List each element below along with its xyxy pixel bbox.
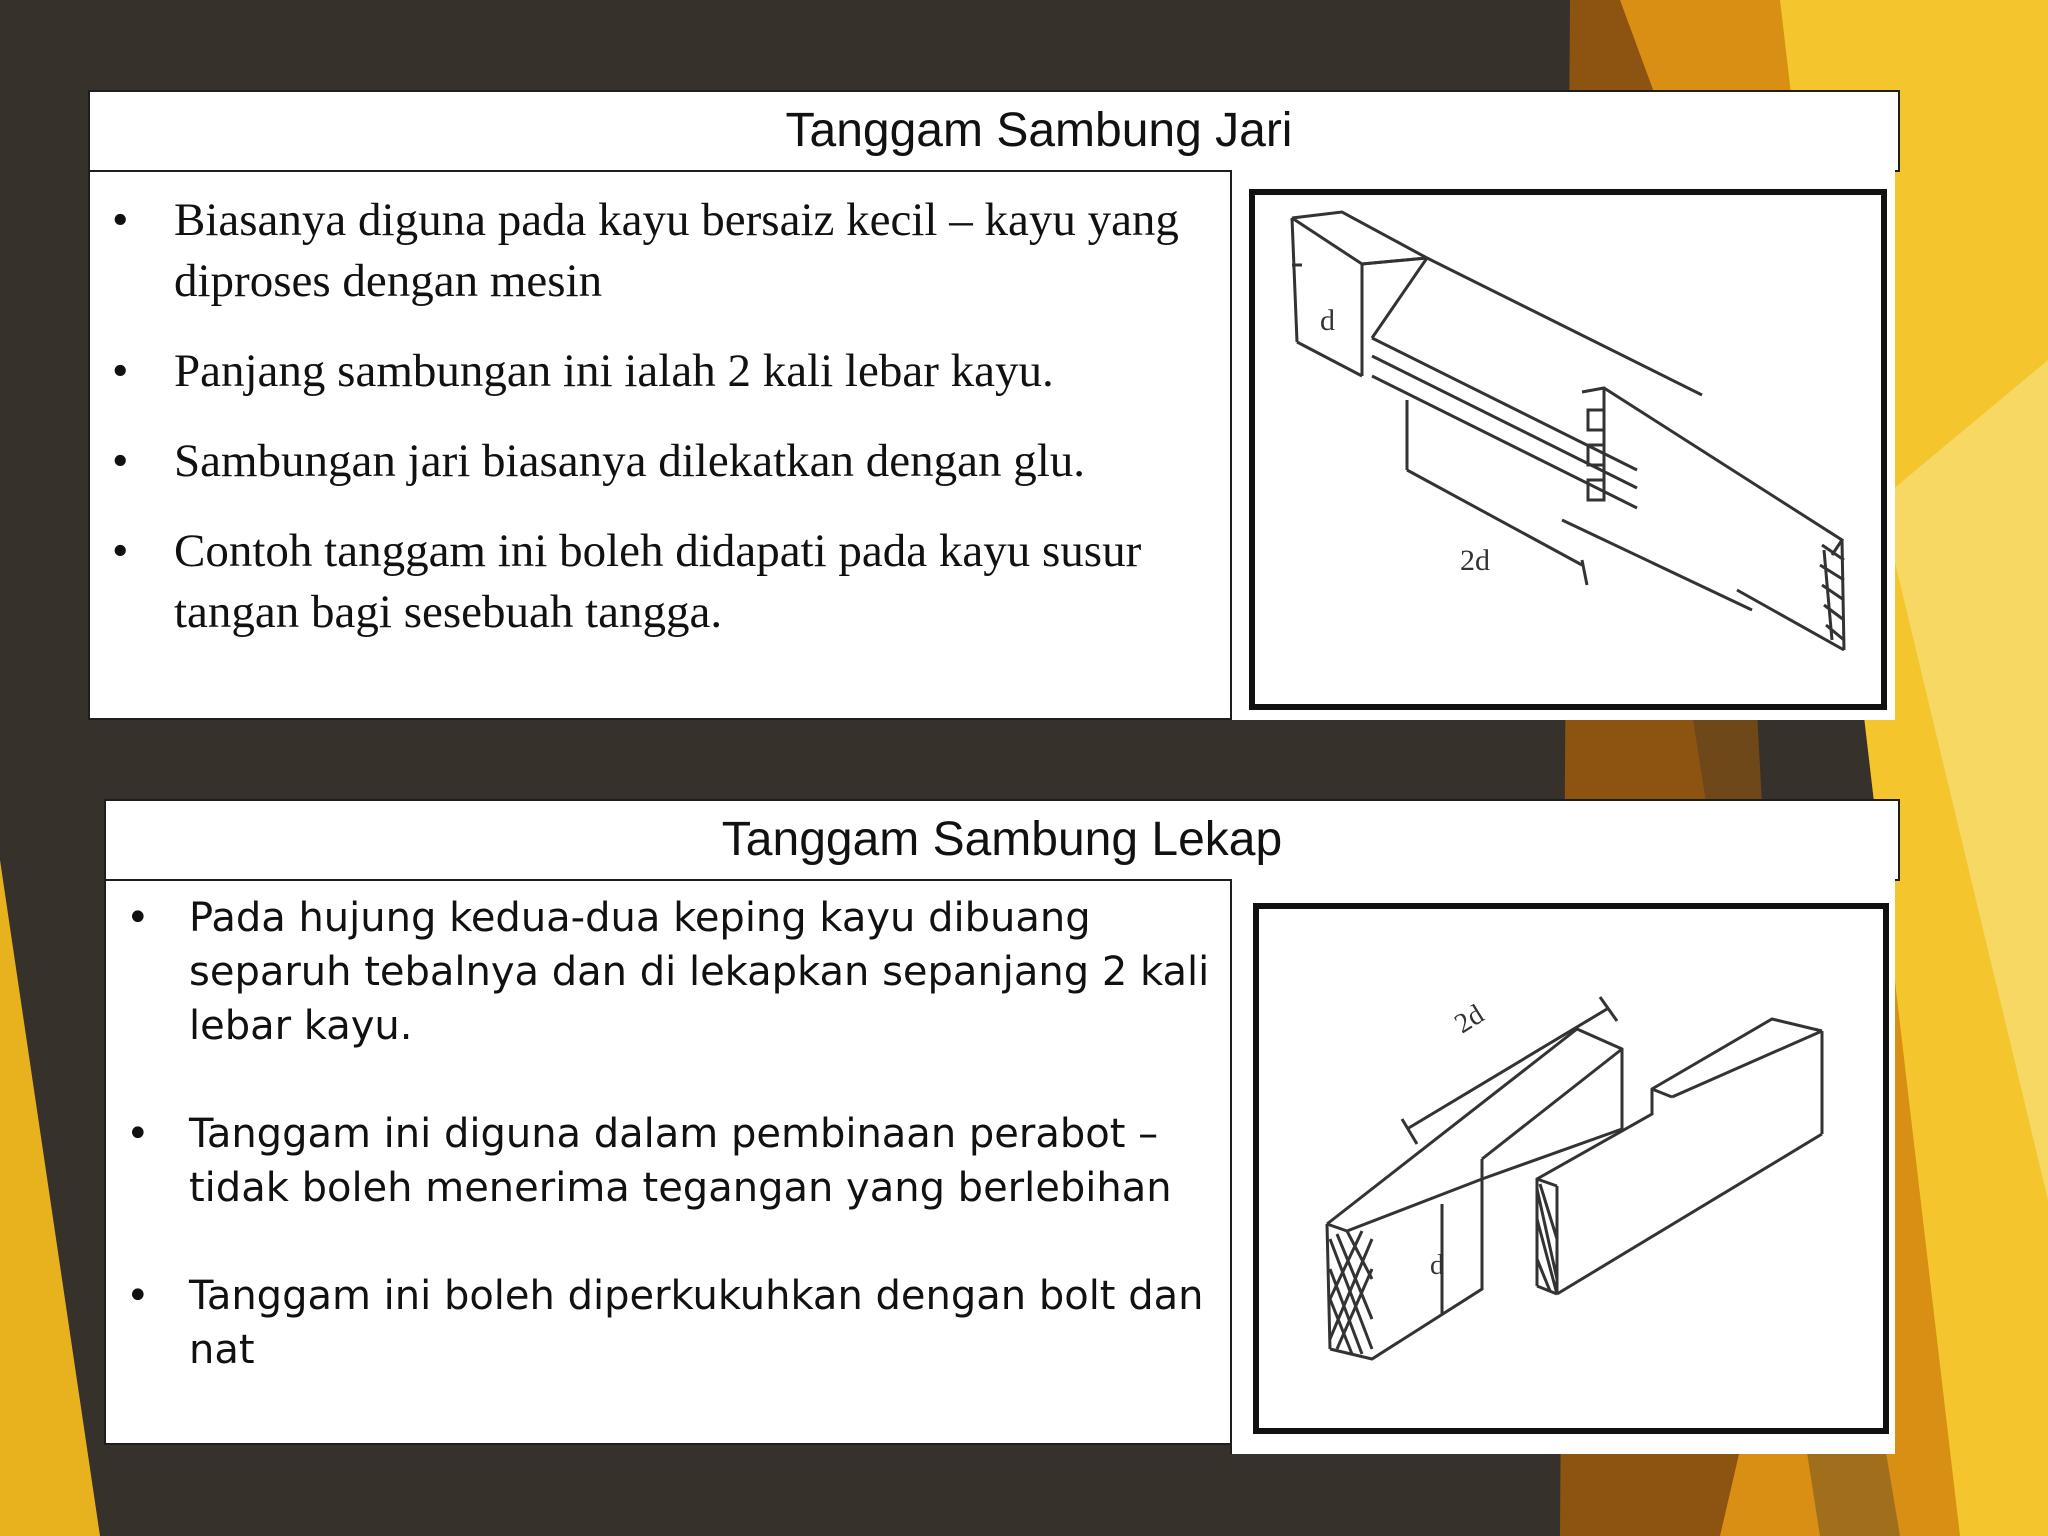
bullet-dot: •	[112, 345, 129, 397]
section1-title-bar	[88, 90, 1900, 172]
bullet-dot: •	[126, 1273, 150, 1319]
list-item: • Biasanya diguna pada kayu bersaiz kecil – kayu yang diproses dengan mesin	[90, 190, 1231, 312]
bullet-dot: •	[126, 895, 150, 941]
section1-text-panel	[88, 170, 1233, 720]
section1-figure	[1230, 170, 1895, 720]
list-item: • Panjang sambungan ini ialah 2 kali lebar kayu.	[90, 341, 1231, 402]
lap-2d-label: 2d	[1449, 998, 1490, 1040]
finger-2d-label: 2d	[1460, 544, 1490, 577]
section2-text-panel	[104, 879, 1234, 1445]
bullet-dot: •	[112, 435, 129, 487]
list-item: • Tanggam ini boleh diperkukuhkan dengan bolt dan nat	[106, 1269, 1232, 1377]
list-item: • Contoh tanggam ini boleh didapati pada kayu susur tangan bagi sesebuah tangga.	[90, 521, 1231, 643]
finger-joint-diagram	[1232, 170, 1897, 720]
section2-figure	[1230, 879, 1895, 1454]
list-item: • Pada hujung kedua-dua keping kayu dibuang separuh tebalnya dan di lekapkan sepanjang 2 kali lebar kayu.	[106, 891, 1232, 1053]
section1-title: Tanggam Sambung Jari	[785, 104, 1293, 157]
section1-bullet-list	[90, 190, 1231, 643]
list-item: • Tanggam ini diguna dalam pembinaan perabot – tidak boleh menerima tegangan yang berlebihan	[106, 1107, 1232, 1215]
section2-title-bar	[104, 799, 1900, 881]
bullet-dot: •	[112, 525, 129, 577]
lap-d-label: d	[1430, 1250, 1444, 1281]
bullet-dot: •	[112, 194, 129, 246]
lap-joint-diagram	[1232, 879, 1897, 1454]
finger-d-label: d	[1320, 304, 1335, 337]
section2-bullet-list	[106, 891, 1232, 1377]
bullet-dot: •	[126, 1111, 150, 1157]
section2-title: Tanggam Sambung Lekap	[721, 813, 1283, 866]
list-item: • Sambungan jari biasanya dilekatkan dengan glu.	[90, 431, 1231, 492]
